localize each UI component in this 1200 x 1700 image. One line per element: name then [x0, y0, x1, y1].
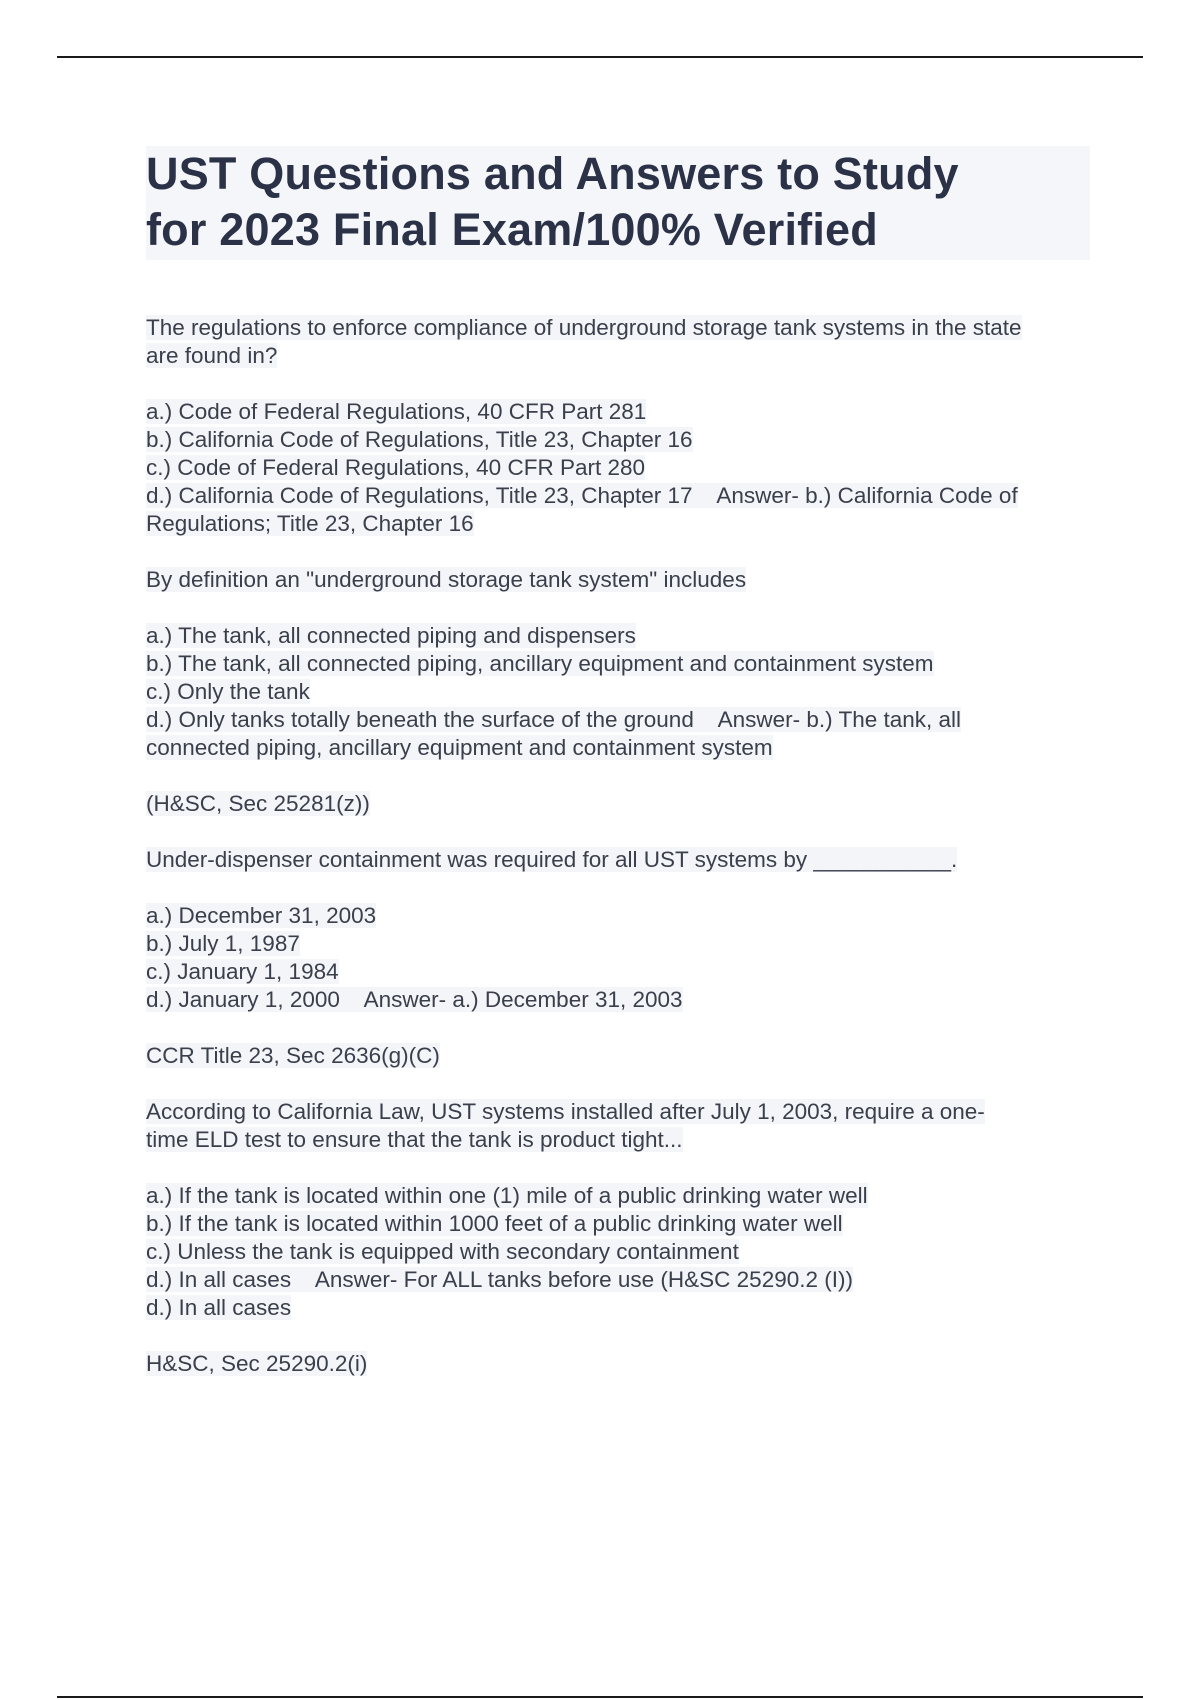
option-line: b.) If the tank is located within 1000 feet of a public drinking water well — [146, 1211, 843, 1236]
option-line: b.) The tank, all connected piping, ancillary equipment and containment system — [146, 651, 934, 676]
option-line: connected piping, ancillary equipment and containment system — [146, 735, 773, 760]
document-body — [146, 314, 1090, 1378]
answer-options — [146, 398, 1090, 538]
option-line: d.) In all cases Answer- For ALL tanks before use (H&SC 25290.2 (I)) — [146, 1267, 853, 1292]
answer-options — [146, 1182, 1090, 1322]
option-line: b.) California Code of Regulations, Title 23, Chapter 16 — [146, 427, 693, 452]
question-text — [146, 314, 1090, 370]
title-line: for 2023 Final Exam/100% Verified — [146, 204, 878, 255]
question-text — [146, 566, 1090, 594]
option-line: a.) If the tank is located within one (1) mile of a public drinking water well — [146, 1183, 868, 1208]
text-line: (H&SC, Sec 25281(z)) — [146, 791, 370, 816]
document-page — [146, 146, 1090, 1406]
text-line: According to California Law, UST systems installed after July 1, 2003, require a one- — [146, 1099, 985, 1124]
option-line: Regulations; Title 23, Chapter 16 — [146, 511, 474, 536]
option-line: a.) Code of Federal Regulations, 40 CFR Part 281 — [146, 399, 647, 424]
question-text — [146, 1098, 1090, 1154]
option-line: c.) Code of Federal Regulations, 40 CFR Part 280 — [146, 455, 645, 480]
bottom-rule — [57, 1696, 1143, 1698]
text-line: The regulations to enforce compliance of underground storage tank systems in the state — [146, 315, 1022, 340]
document-title — [146, 146, 1090, 260]
text-line: CCR Title 23, Sec 2636(g)(C) — [146, 1043, 440, 1068]
option-line: d.) January 1, 2000 Answer- a.) December 31, 2003 — [146, 987, 683, 1012]
answer-options — [146, 902, 1090, 1014]
text-line: H&SC, Sec 25290.2(i) — [146, 1351, 368, 1376]
text-line: Under-dispenser containment was required for all UST systems by ___________. — [146, 847, 958, 872]
top-rule — [57, 56, 1143, 58]
text-line: time ELD test to ensure that the tank is product tight... — [146, 1127, 683, 1152]
option-line: c.) Unless the tank is equipped with secondary containment — [146, 1239, 739, 1264]
option-line: d.) In all cases — [146, 1295, 292, 1320]
option-line: a.) December 31, 2003 — [146, 903, 377, 928]
answer-options — [146, 622, 1090, 762]
option-line: d.) California Code of Regulations, Title 23, Chapter 17 Answer- b.) California Code of — [146, 483, 1018, 508]
reference-citation — [146, 790, 1090, 818]
reference-citation — [146, 1042, 1090, 1070]
text-line: are found in? — [146, 343, 278, 368]
option-line: c.) Only the tank — [146, 679, 310, 704]
reference-citation — [146, 1350, 1090, 1378]
option-line: c.) January 1, 1984 — [146, 959, 339, 984]
option-line: d.) Only tanks totally beneath the surface of the ground Answer- b.) The tank, all — [146, 707, 962, 732]
text-line: By definition an "underground storage tank system" includes — [146, 567, 747, 592]
title-line: UST Questions and Answers to Study — [146, 148, 959, 199]
option-line: b.) July 1, 1987 — [146, 931, 300, 956]
question-text — [146, 846, 1090, 874]
option-line: a.) The tank, all connected piping and dispensers — [146, 623, 636, 648]
